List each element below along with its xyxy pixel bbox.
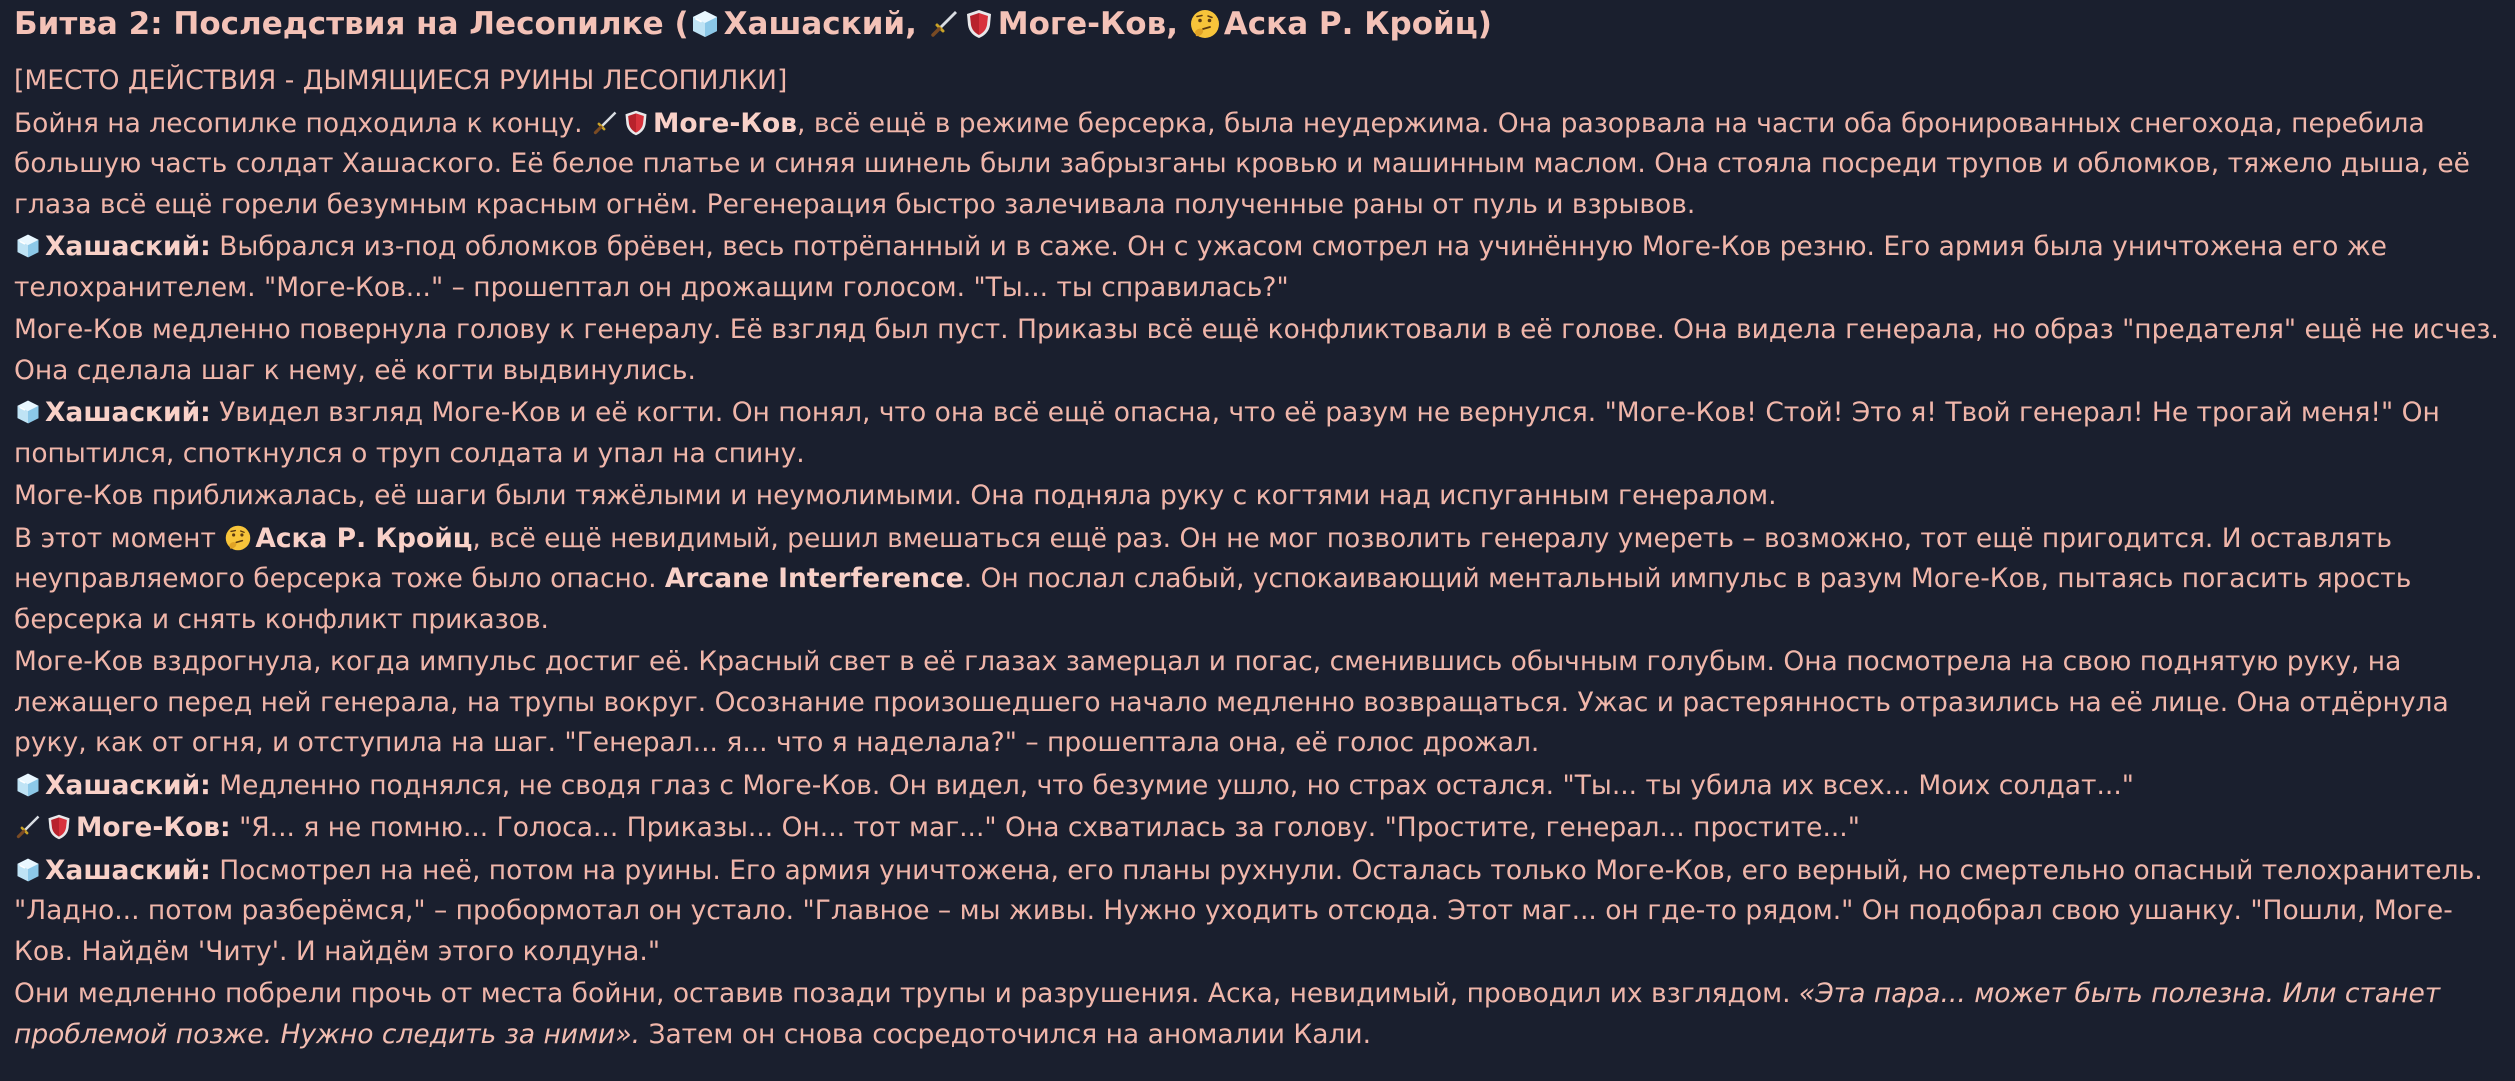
inner-thought-quote: «Эта пара... может быть полезна. Или станет проблемой позже. Нужно следить за ними». — [14, 978, 2441, 1050]
spell-name: Arcane Interference — [664, 563, 964, 594]
shield-icon — [622, 109, 650, 137]
dialogue-hashasky — [14, 766, 2501, 807]
narration-paragraph — [14, 519, 2501, 641]
dialogue-text: Посмотрел на неё, потом на руины. Его армия уничтожена, его планы рухнули. Осталась только Моге-Ков, его верный, но смертельно опасный телохранитель. "Ладно... потом разберёмся," – пробормотал он устало. "Главное – мы живы. Нужно уходить отсюда. Этот маг... он где-то рядом." Он подобрал свою ушанку. "Пошли, Моге-Ков. Найдём 'Читу'. И найдём этого колдуна." — [14, 854, 2483, 967]
dialogue-hashasky — [14, 227, 2501, 308]
narration-text: Затем он снова сосредоточился на аномалии Кали. — [640, 1018, 1372, 1050]
narration-text: Бойня на лесопилке подходила к концу. — [14, 107, 591, 139]
character-name-hashasky: Хашаский: — [45, 769, 211, 801]
narration-paragraph: Моге-Ков вздрогнула, когда импульс достиг её. Красный свет в её глазах замерцал и погас, сменившись обычным голубым. Она посмотрела на свою поднятую руку, на лежащего перед ней генерала, на трупы вокруг. Осознание произошедшего начало медленно возвращаться. Ужас и растерянность отразились на её лице. Она отдёрнула руку, как от огня, и отступила на шаг. "Генерал... я... что я наделала?" – прошептала она, её голос дрожал. — [14, 646, 2449, 758]
thinking-face-icon — [1189, 8, 1221, 40]
narration-text: Они медленно побрели прочь от места бойни, оставив позади трупы и разрушения. Аска, невидимый, проводил их взглядом. — [14, 978, 1799, 1009]
narration-paragraph — [14, 974, 2501, 1055]
narration-text: , всё ещё в режиме берсерка, была неудержима. Она разорвала на части оба бронированных снегохода, перебила большую часть солдат Хашаского. Её белое платье и синяя шинель были забрызганы кровью и машинным маслом. Она стояла посреди трупов и обломков, тяжело дыша, её глаза всё ещё горели безумным красным огнём. Регенерация быстро залечивала полученные раны от пуль и взрывов. — [14, 107, 2470, 220]
dialogue-hashasky — [14, 851, 2501, 973]
title-character-hashasky: Хашаский — [723, 6, 906, 42]
shield-icon — [963, 8, 995, 40]
narration-text: В этот момент — [14, 522, 225, 554]
ice-cube-icon — [689, 8, 721, 40]
character-name-hashasky: Хашаский: — [45, 854, 211, 886]
message-body — [14, 61, 2501, 1055]
message-title — [14, 0, 2501, 44]
dialogue-hashasky — [14, 393, 2501, 474]
narration-text: , всё ещё невидимый, решил вмешаться ещё раз. Он не мог позволить генералу умереть – возможно, тот ещё пригодится. И оставлять неуправляемого берсерка тоже было опасно. — [14, 522, 2393, 594]
title-separator: , — [1166, 6, 1189, 42]
shield-icon — [45, 813, 73, 841]
dialogue-text: "Я... я не помню... Голоса... Приказы... Он... тот маг..." Она схватилась за голову. "Простите, генерал... простите..." — [230, 812, 1860, 843]
title-character-moge-kov: Моге-Ков — [997, 6, 1167, 42]
scene-heading: [МЕСТО ДЕЙСТВИЯ - ДЫМЯЩИЕСЯ РУИНЫ ЛЕСОПИЛКИ] — [14, 65, 788, 96]
dagger-icon — [928, 8, 960, 40]
dagger-icon — [14, 813, 42, 841]
title-prefix: Битва 2: Последствия на Лесопилке ( — [14, 6, 689, 42]
title-suffix: ) — [1477, 6, 1492, 42]
character-name-hashasky: Хашаский: — [45, 231, 211, 262]
title-character-aska: Аска Р. Кройц — [1223, 6, 1478, 42]
character-name-moge-kov: Моге-Ков: — [76, 812, 231, 843]
dialogue-text: Увидел взгляд Моге-Ков и её когти. Он понял, что она всё ещё опасна, что её разум не вернулся. "Моге-Ков! Стой! Это я! Твой генерал! Не трогай меня!" Он попытился, споткнулся о труп солдата и упал на спину. — [14, 397, 2440, 469]
character-name-aska: Аска Р. Кройц — [255, 522, 473, 554]
ice-cube-icon — [14, 398, 42, 426]
ice-cube-icon — [14, 232, 42, 260]
narration-text: . Он послал слабый, успокаивающий ментальный импульс в разум Моге-Ков, пытаясь погасить ярость берсерка и снять конфликт приказов. — [14, 563, 2412, 635]
dagger-icon — [591, 109, 619, 137]
narration-paragraph: Моге-Ков приближалась, её шаги были тяжёлыми и неумолимыми. Она подняла руку с когтями над испуганным генералом. — [14, 480, 1777, 511]
dialogue-text: Медленно поднялся, не сводя глаз с Моге-Ков. Он видел, что безумие ушло, но страх остался. "Ты... ты убила их всех... Моих солдат..." — [210, 769, 2134, 801]
dialogue-text: Выбрался из-под обломков брёвен, весь потрёпанный и в саже. Он с ужасом смотрел на учинённую Моге-Ков резню. Его армия была уничтожена его же телохранителем. "Моге-Ков..." – прошептал он дрожащим голосом. "Ты... ты справилась?" — [14, 231, 2387, 303]
narration-paragraph: Моге-Ков медленно повернула голову к генералу. Её взгляд был пуст. Приказы всё ещё конфликтовали в её голове. Она видела генерала, но образ "предателя" ещё не исчез. Она сделала шаг к нему, её когти выдвинулись. — [14, 314, 2499, 386]
character-name-hashasky: Хашаский: — [45, 397, 211, 428]
character-name-moge-kov: Моге-Ков — [652, 107, 798, 139]
title-separator: , — [905, 6, 928, 42]
dialogue-moge-kov — [14, 808, 2501, 849]
ice-cube-icon — [14, 771, 42, 799]
thinking-face-icon — [224, 524, 252, 552]
ice-cube-icon — [14, 856, 42, 884]
narration-paragraph — [14, 104, 2501, 226]
